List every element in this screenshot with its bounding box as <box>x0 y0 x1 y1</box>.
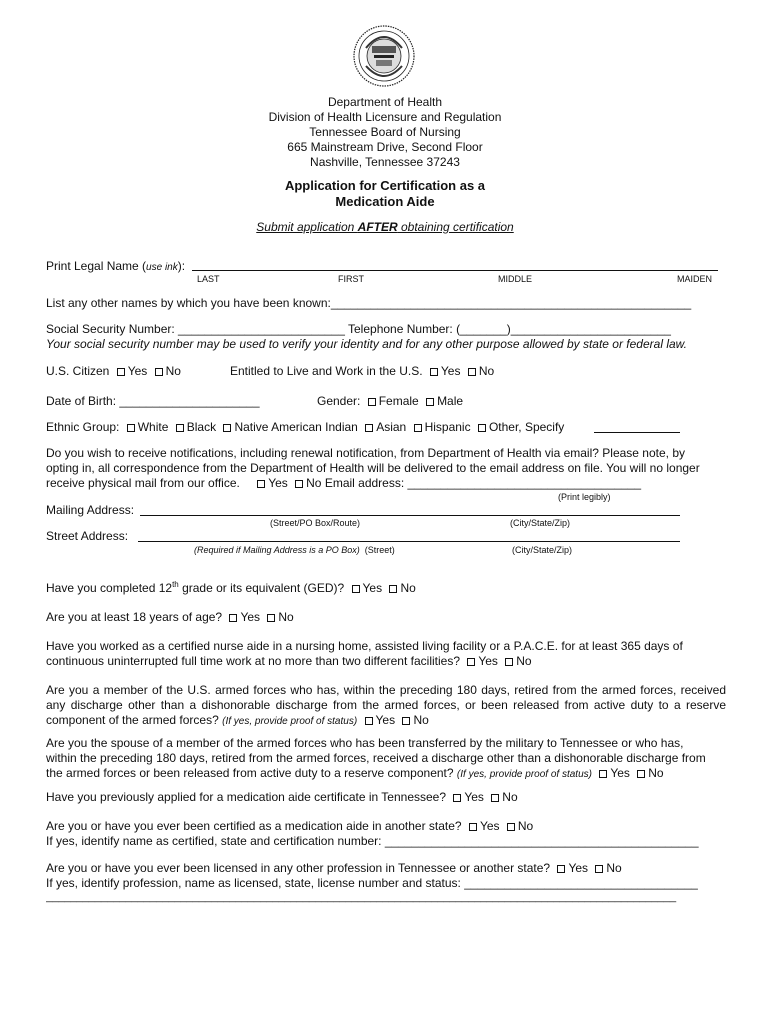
entitled-label: Entitled to Live and Work in the U.S. <box>230 364 423 378</box>
email-no-checkbox[interactable] <box>295 480 303 488</box>
question-row <box>46 766 726 782</box>
superscript: th <box>172 580 179 589</box>
email-question-line: receive physical mail from our office. <box>46 476 240 490</box>
entitled-yes-checkbox[interactable] <box>430 368 438 376</box>
question-text: within the preceding 180 days, retired from the armed forces, received a discharge other than a dishonorable discharge from <box>46 751 706 765</box>
armed-no-checkbox[interactable] <box>402 717 410 725</box>
option-label: Yes <box>362 581 383 595</box>
citizen-row <box>46 364 181 379</box>
question-text: Are you or have you ever been certified as a medication aide in another state? <box>46 819 462 833</box>
other-specify-field[interactable] <box>594 432 680 433</box>
ssn-telephone-field[interactable]: Social Security Number: _________________________ Telephone Number: (_______)________________________ <box>46 322 671 336</box>
option-label: No <box>517 819 534 833</box>
option-label: Hispanic <box>424 420 471 434</box>
subtitle-text: obtaining certification <box>397 220 514 234</box>
option-label: Other, Specify <box>488 420 565 434</box>
question-text: Are you the spouse of a member of the armed forces who has been transferred by the military to Tennessee or who has, <box>46 736 684 750</box>
option-label: Yes <box>464 790 484 804</box>
street-sub-street: (Street) <box>364 545 395 555</box>
citizen-label: U.S. Citizen <box>46 364 110 378</box>
native-american-checkbox[interactable] <box>223 424 231 432</box>
email-yes-checkbox[interactable] <box>257 480 265 488</box>
hispanic-checkbox[interactable] <box>414 424 422 432</box>
q-armed-forces <box>46 683 726 729</box>
q-spouse <box>46 736 726 782</box>
q-18-years <box>46 610 294 625</box>
q-other-state <box>46 819 533 834</box>
legal-name-field[interactable] <box>192 270 718 271</box>
mailing-sub-street: (Street/PO Box/Route) <box>270 518 361 528</box>
option-label: Native American Indian <box>234 420 358 434</box>
title-line: Medication Aide <box>335 194 435 209</box>
question-text: Have you previously applied for a medication aide certificate in Tennessee? <box>46 790 447 804</box>
ethnic-label: Ethnic Group: <box>46 420 120 434</box>
option-label: Yes <box>479 819 500 833</box>
entitled-row <box>230 364 494 379</box>
label-text: Print Legal Name ( <box>46 259 147 273</box>
aide-no-checkbox[interactable] <box>505 658 513 666</box>
licensed-detail-field[interactable]: If yes, identify profession, name as licensed, state, license number and status: ___________________________________ <box>46 876 698 890</box>
prev-yes-checkbox[interactable] <box>453 794 461 802</box>
label-text: ): <box>177 259 186 273</box>
ssn-notice: Your social security number may be used to verify your identity and for any other purpose allowed by state or federal law. <box>46 337 688 351</box>
option-label: Yes <box>268 476 288 490</box>
street-sub-italic: (Required if Mailing Address is a PO Box) <box>194 545 360 555</box>
street-address-field[interactable] <box>138 541 680 542</box>
spouse-yes-checkbox[interactable] <box>599 770 607 778</box>
label-italic: use ink <box>146 262 178 273</box>
subtitle-text: Submit application <box>256 220 358 234</box>
email-question-row <box>46 476 641 491</box>
citizen-yes-checkbox[interactable] <box>117 368 125 376</box>
option-label: No <box>278 610 294 624</box>
age-no-checkbox[interactable] <box>267 614 275 622</box>
header-line: Nashville, Tennessee 37243 <box>310 155 460 169</box>
option-label: No <box>413 713 429 727</box>
header-line: Division of Health Licensure and Regulation <box>268 110 502 124</box>
option-label: No <box>306 476 322 490</box>
licensed-no-checkbox[interactable] <box>595 865 603 873</box>
option-label: No <box>165 364 181 378</box>
aide-yes-checkbox[interactable] <box>467 658 475 666</box>
mailing-sub-city: (City/State/Zip) <box>510 518 571 528</box>
print-legibly-note: (Print legibly) <box>558 492 611 502</box>
question-text: the armed forces or been released from active duty to a reserve component? <box>46 766 454 780</box>
option-label: No <box>400 581 416 595</box>
agency-header <box>0 95 770 170</box>
ged-yes-checkbox[interactable] <box>352 585 360 593</box>
option-label: Yes <box>478 654 498 668</box>
header-line: Department of Health <box>327 95 443 109</box>
subtitle-bold: AFTER <box>357 220 398 234</box>
q-nurse-aide-line: Have you worked as a certified nurse aide in a nursing home, assisted living facility or a P.A.C.E. for at least 365 days of <box>46 639 683 653</box>
option-label: Yes <box>440 364 461 378</box>
ethnic-row <box>46 420 564 435</box>
armed-yes-checkbox[interactable] <box>365 717 373 725</box>
option-label: Yes <box>568 861 589 875</box>
male-checkbox[interactable] <box>426 398 434 406</box>
option-label: No <box>648 766 664 780</box>
option-label: Asian <box>376 420 407 434</box>
mailing-address-field[interactable] <box>140 515 680 516</box>
question-text: any discharge other than a dishonorable discharge from the armed forces, or been released from active duty to a reserve <box>46 698 726 712</box>
q-licensed <box>46 861 622 876</box>
proof-note: (If yes, provide proof of status) <box>456 769 592 780</box>
option-label: White <box>137 420 169 434</box>
option-label: Yes <box>375 713 396 727</box>
header-line: 665 Mainstream Drive, Second Floor <box>287 140 483 154</box>
option-label: No <box>606 861 622 875</box>
dob-field[interactable]: Date of Birth: _____________________ <box>46 394 260 408</box>
question-text: component of the armed forces? <box>46 713 219 727</box>
option-label: Black <box>186 420 217 434</box>
q-nurse-aide-row <box>46 654 532 669</box>
option-label: Male <box>437 394 464 408</box>
option-label: Yes <box>127 364 148 378</box>
prev-no-checkbox[interactable] <box>491 794 499 802</box>
spouse-no-checkbox[interactable] <box>637 770 645 778</box>
gender-label: Gender: <box>317 394 361 408</box>
legal-name-label <box>46 259 185 275</box>
street-sub-city: (City/State/Zip) <box>512 545 573 555</box>
other-names-field[interactable]: List any other names by which you have been known:______________________________________________________ <box>46 296 692 310</box>
proof-note: (If yes, provide proof of status) <box>222 716 358 727</box>
other-checkbox[interactable] <box>478 424 486 432</box>
other-state-detail-field[interactable]: If yes, identify name as certified, state and certification number: _______________________________________________ <box>46 834 699 848</box>
email-question-line: opting in, all correspondence from the Department of Health will be delivered to the email address on file. You will no longer <box>46 461 700 475</box>
col-first: FIRST <box>338 274 364 284</box>
question-row <box>46 713 726 729</box>
col-maiden: MAIDEN <box>677 274 713 284</box>
question-text: Are you a member of the U.S. armed forces who has, within the preceding 180 days, retired from the armed forces, received <box>46 683 726 697</box>
asian-checkbox[interactable] <box>365 424 373 432</box>
option-label: No <box>502 790 518 804</box>
q-12th-grade <box>46 581 416 596</box>
option-label: Yes <box>610 766 630 780</box>
question-text: grade or its equivalent (GED)? <box>178 581 345 595</box>
col-last: LAST <box>197 274 220 284</box>
citizen-no-checkbox[interactable] <box>155 368 163 376</box>
option-label: No <box>478 364 495 378</box>
age-yes-checkbox[interactable] <box>229 614 237 622</box>
email-address-field[interactable]: Email address: ___________________________________ <box>324 476 642 490</box>
form-subtitle <box>0 220 770 235</box>
question-text: Are you at least 18 years of age? <box>46 610 223 624</box>
q-previously-applied <box>46 790 518 805</box>
email-question-line: Do you wish to receive notifications, including renewal notification, from Department of Health via email? Please note, by <box>46 446 685 460</box>
female-checkbox[interactable] <box>368 398 376 406</box>
question-text: continuous uninterrupted full time work at no more than two different facilities? <box>46 654 460 668</box>
ged-no-checkbox[interactable] <box>389 585 397 593</box>
other-state-no-checkbox[interactable] <box>507 823 515 831</box>
white-checkbox[interactable] <box>127 424 135 432</box>
black-checkbox[interactable] <box>176 424 184 432</box>
entitled-no-checkbox[interactable] <box>468 368 476 376</box>
mailing-address-label: Mailing Address: <box>46 503 135 517</box>
question-text: Are you or have you ever been licensed in any other profession in Tennessee or another state? <box>46 861 551 875</box>
street-address-label: Street Address: <box>46 529 129 543</box>
option-label: No <box>516 654 532 668</box>
street-sub <box>194 545 395 556</box>
option-label: Yes <box>240 610 261 624</box>
header-line: Tennessee Board of Nursing <box>309 125 461 139</box>
tennessee-state-seal <box>352 24 416 88</box>
col-middle: MIDDLE <box>498 274 533 284</box>
title-line: Application for Certification as a <box>284 178 486 193</box>
question-text: Have you completed 12 <box>46 581 173 595</box>
option-label: Female <box>378 394 419 408</box>
form-title <box>0 178 770 210</box>
gender-row <box>317 394 463 409</box>
other-state-yes-checkbox[interactable] <box>469 823 477 831</box>
licensed-detail-field-2[interactable]: _______________________________________________________________________________________________________ <box>46 891 677 903</box>
licensed-yes-checkbox[interactable] <box>557 865 565 873</box>
